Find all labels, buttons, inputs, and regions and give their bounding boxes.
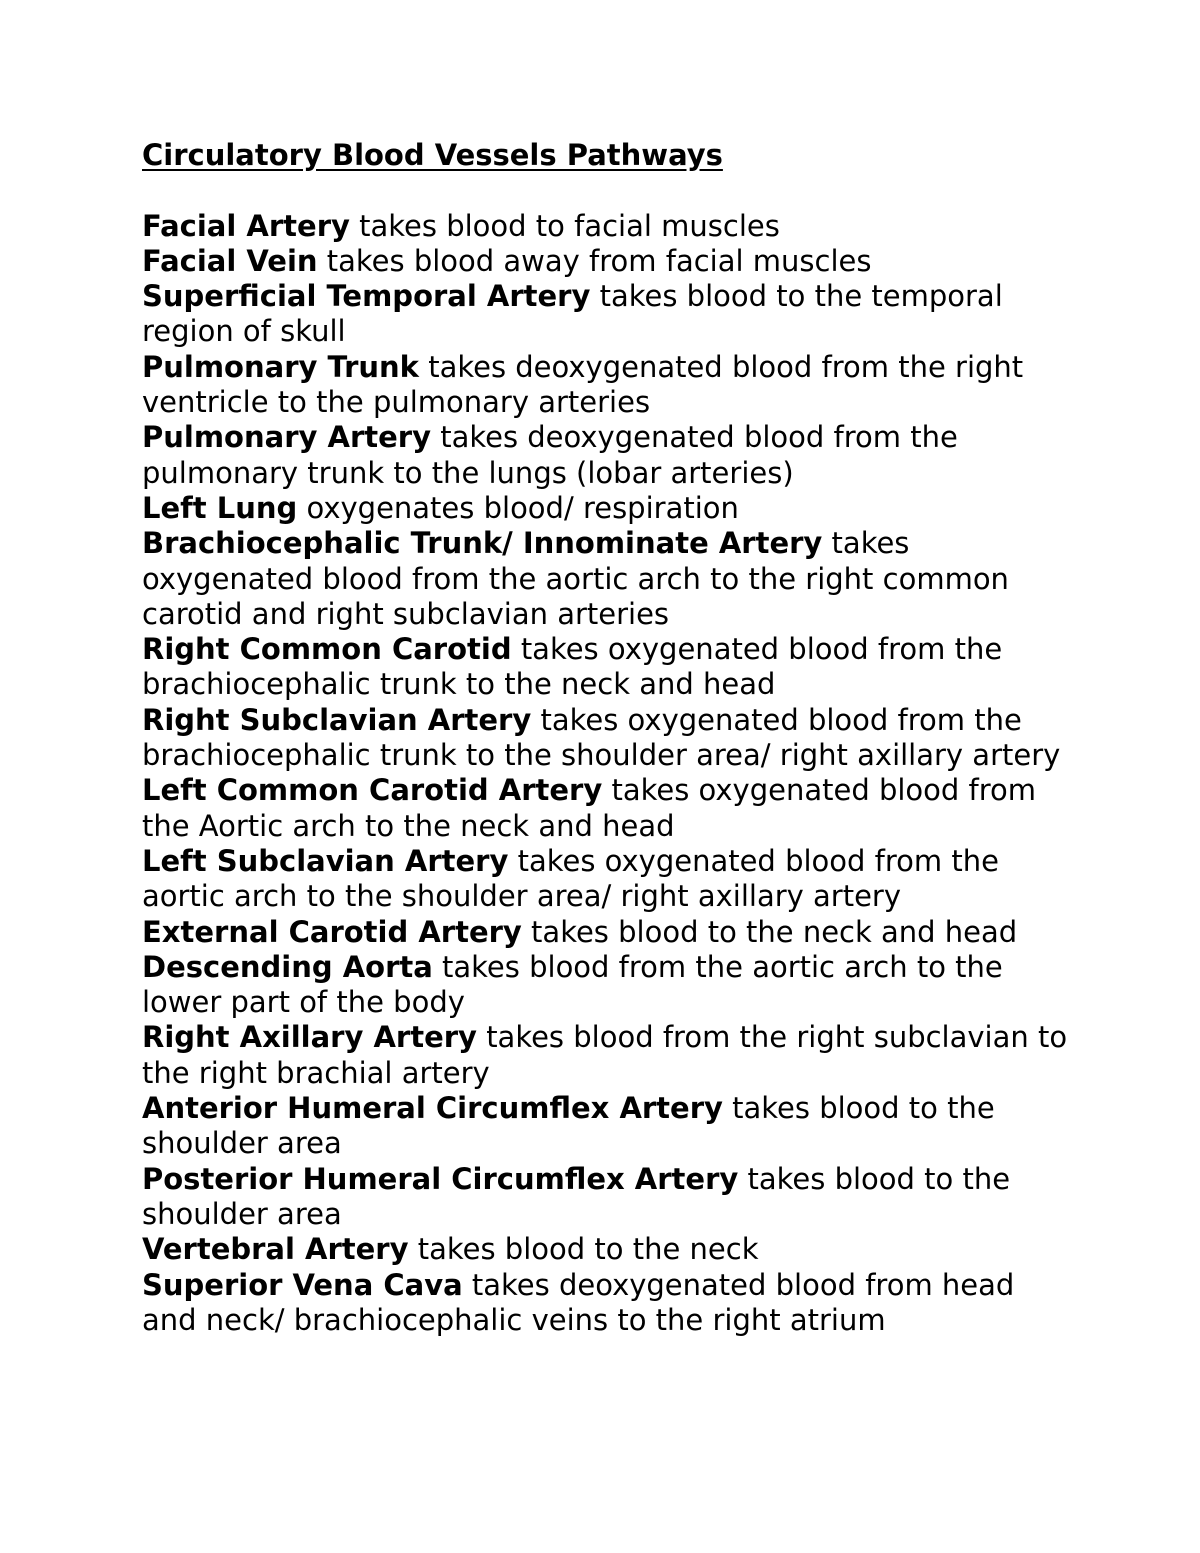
- entry-term: Right Axillary Artery: [142, 1020, 477, 1055]
- entry-description: takes oxygenated blood from the aortic arch to the right common carotid and right subclavian arteries: [142, 526, 1009, 631]
- entry-item: [142, 1020, 1072, 1091]
- entry-term: Pulmonary Artery: [142, 420, 431, 455]
- entry-item: [142, 1232, 1072, 1267]
- entry-item: [142, 526, 1072, 632]
- entry-item: [142, 915, 1072, 950]
- entry-term: Left Common Carotid Artery: [142, 773, 603, 808]
- entry-item: [142, 350, 1072, 421]
- entry-description: takes blood away from facial muscles: [326, 243, 872, 278]
- entry-description: takes blood to the shoulder area: [142, 1091, 995, 1161]
- entry-item: [142, 209, 1072, 244]
- entry-description: takes oxygenated blood from the brachiocephalic trunk to the neck and head: [142, 632, 1003, 702]
- entry-description: takes blood to the temporal region of skull: [142, 279, 1003, 349]
- entry-description: takes blood to facial muscles: [359, 208, 780, 243]
- entry-term: Facial Artery: [142, 208, 350, 243]
- entry-description: oxygenates blood/ respiration: [306, 490, 739, 525]
- entry-item: [142, 279, 1072, 350]
- entry-description: takes oxygenated blood from the aortic arch to the shoulder area/ right axillary artery: [142, 843, 999, 914]
- entry-description: takes blood from the aortic arch to the lower part of the body: [142, 949, 1003, 1020]
- entry-item: [142, 1268, 1072, 1339]
- document-body: [142, 138, 1072, 1338]
- entry-term: Superficial Temporal Artery: [142, 279, 591, 314]
- entry-item: [142, 703, 1072, 774]
- entry-term: Vertebral Artery: [142, 1232, 409, 1267]
- document-title: Circulatory Blood Vessels Pathways: [142, 138, 723, 172]
- entry-term: External Carotid Artery: [142, 914, 522, 949]
- entry-term: Posterior Humeral Circumflex Artery: [142, 1161, 739, 1196]
- entry-item: [142, 491, 1072, 526]
- entry-term: Right Common Carotid: [142, 632, 512, 667]
- entry-description: takes deoxygenated blood from head and neck/ brachiocephalic veins to the right atrium: [142, 1267, 1015, 1337]
- entry-item: [142, 773, 1072, 844]
- entry-list: [142, 209, 1072, 1339]
- entry-term: Left Subclavian Artery: [142, 843, 509, 878]
- entry-term: Descending Aorta: [142, 949, 433, 984]
- entry-description: takes blood to the shoulder area: [142, 1161, 1011, 1231]
- entry-item: [142, 632, 1072, 703]
- entry-term: Pulmonary Trunk: [142, 349, 419, 384]
- entry-description: takes deoxygenated blood from the right ventricle to the pulmonary arteries: [142, 349, 1024, 420]
- entry-description: takes blood to the neck and head: [531, 914, 1018, 949]
- entry-description: takes blood from the right subclavian to the right brachial artery: [142, 1020, 1068, 1090]
- entry-item: [142, 950, 1072, 1021]
- entry-description: takes deoxygenated blood from the pulmonary trunk to the lungs (lobar arteries): [142, 420, 958, 490]
- entry-term: Right Subclavian Artery: [142, 702, 532, 737]
- entry-term: Brachiocephalic Trunk/ Innominate Artery: [142, 526, 823, 561]
- entry-description: takes oxygenated blood from the Aortic arch to the neck and head: [142, 773, 1037, 843]
- entry-term: Left Lung: [142, 490, 298, 525]
- entry-term: Anterior Humeral Circumflex Artery: [142, 1091, 723, 1126]
- entry-item: [142, 1091, 1072, 1162]
- entry-item: [142, 420, 1072, 491]
- entry-description: takes oxygenated blood from the brachiocephalic trunk to the shoulder area/ right axillary artery: [142, 702, 1061, 773]
- entry-item: [142, 1162, 1072, 1233]
- entry-description: takes blood to the neck: [417, 1232, 759, 1267]
- entry-term: Superior Vena Cava: [142, 1267, 463, 1302]
- entry-item: [142, 244, 1072, 279]
- entry-item: [142, 844, 1072, 915]
- entry-term: Facial Vein: [142, 243, 318, 278]
